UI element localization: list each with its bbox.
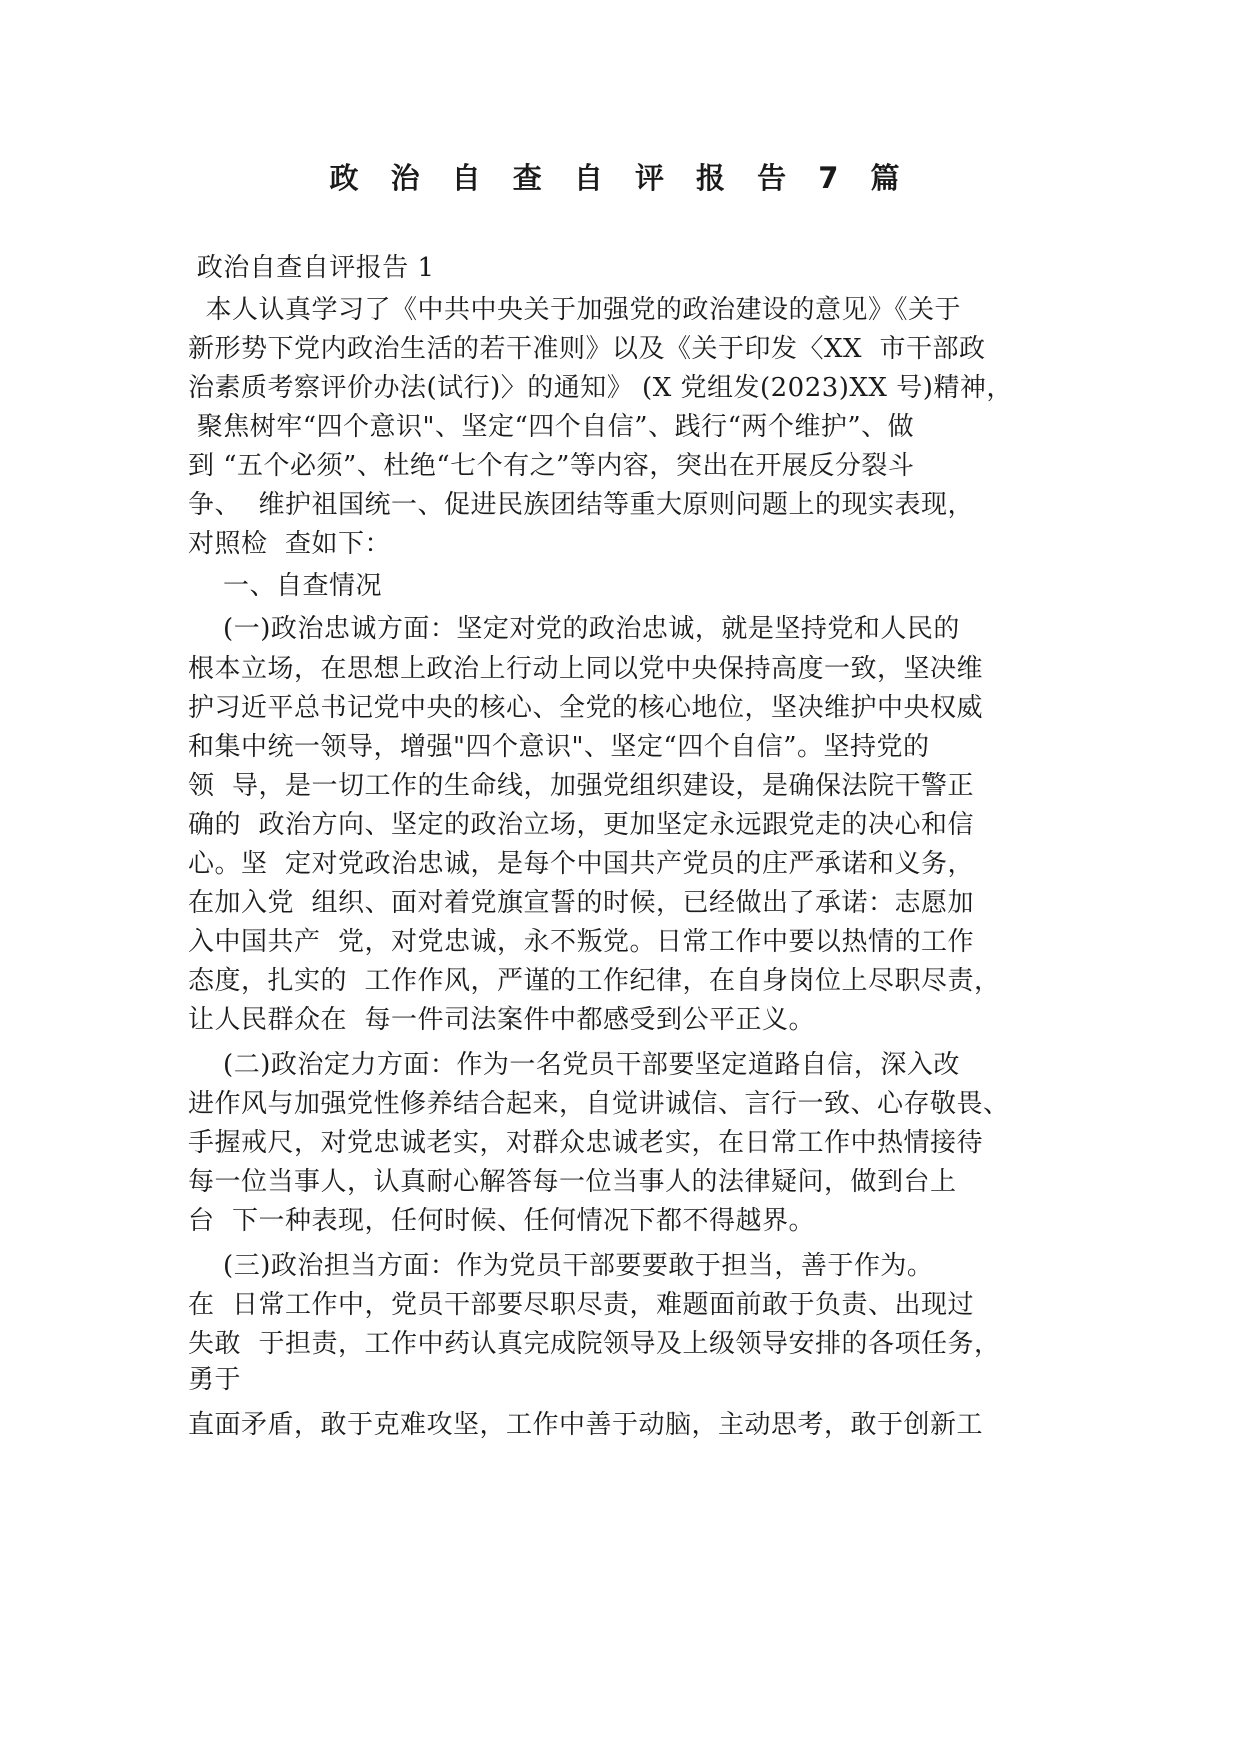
text-line: 让人民群众在 每一件司法案件中都感受到公平正义。 [188,1005,816,1035]
text-line: 在加入党 组织、面对着党旗宣誓的时候，已经做出了承诺：志愿加 [188,888,975,918]
text-line: 政治自查自评报告 1 [188,253,435,283]
section-heading: 一、自查情况 [188,571,383,601]
text-line: 失敢 于担责，工作中药认真完成院领导及上级领导安排的各项任务， [188,1329,1001,1359]
text-line: 护习近平总书记党中央的核心、全党的核心地位，坚决维护中央权威 [188,693,984,723]
text-line: (三)政治担当方面：作为党员干部要要敢于担当，善于作为。 [188,1251,934,1281]
text-line: 心。坚 定对党政治忠诚，是每个中国共产党员的庄严承诺和义务， [188,849,975,879]
text-line: (一)政治忠诚方面：坚定对党的政治忠诚，就是坚持党和人民的 [188,614,960,644]
text-line: 入中国共产 党，对党忠诚，永不叛党。日常工作中要以热情的工作 [188,927,975,957]
text-line: 勇于 [188,1365,242,1395]
text-line: 在 日常工作中，党员干部要尽职尽责，难题面前敢于负责、出现过 [188,1290,975,1320]
text-line: 确的 政治方向、坚定的政治立场，更加坚定永远跟党走的决心和信 [188,810,975,840]
text-line: 和集中统一领导，增强"四个意识"、坚定“四个自信”。坚持党的 [188,732,930,762]
text-line: 每一位当事人，认真耐心解答每一位当事人的法律疑问，做到台上 [188,1167,957,1197]
text-line: 本人认真学习了《中共中央关于加强党的政治建设的意见》《关于 [188,295,962,325]
text-line: 治素质考察评价办法(试行)〉的通知》 (X 党组发(2023)XX 号)精神， [188,373,1013,403]
text-line: 台 下一种表现，任何时候、任何情况下都不得越界。 [188,1206,816,1236]
text-line: 进作风与加强党性修养结合起来，自觉讲诚信、言行一致、心存敬畏、 [188,1089,1010,1119]
text-line: 对照检 查如下： [188,529,392,559]
text-line: 聚焦树牢“四个意识"、坚定“四个自信”、践行“两个维护”、做 [188,412,915,442]
text-line: 领 导，是一切工作的生命线，加强党组织建设，是确保法院干警正 [188,771,975,801]
text-line: 态度，扎实的 工作作风，严谨的工作纪律，在自身岗位上尽职尽责， [188,966,1001,996]
text-line: 到 “五个必须”、杜绝“七个有之”等内容，突出在开展反分裂斗 [188,451,915,481]
text-line: 根本立场，在思想上政治上行动上同以党中央保持高度一致，坚决维 [188,654,984,684]
text-line: 直面矛盾，敢于克难攻坚，工作中善于动脑，主动思考，敢于创新工 [188,1410,984,1440]
text-line: 新形势下党内政治生活的若干准则》以及《关于印发〈XX 市干部政 [188,334,986,364]
text-line: (二)政治定力方面：作为一名党员干部要坚定道路自信，深入改 [188,1050,960,1080]
text-line: 手握戒尺，对党忠诚老实，对群众忠诚老实，在日常工作中热情接待 [188,1128,984,1158]
text-line: 争、 维护祖国统一、促进民族团结等重大原则问题上的现实表现， [188,490,975,520]
document-title: 政 治 自 查 自 评 报 告 7 篇 [329,161,911,195]
